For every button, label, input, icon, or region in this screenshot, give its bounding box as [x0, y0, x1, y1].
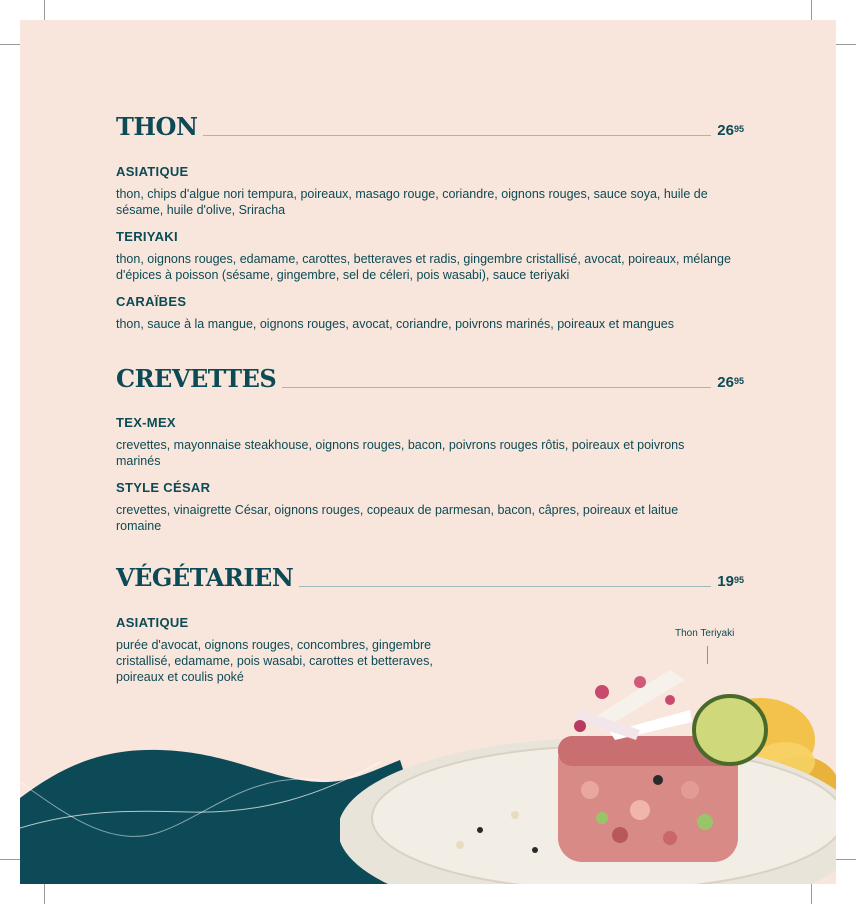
- item-description: thon, chips d'algue nori tempura, poireaux, masago rouge, coriandre, oignons rouges, sauce soya, huile de sésame, huile d'olive, Sriracha: [116, 187, 708, 217]
- section-header: [116, 110, 744, 140]
- item-description: thon, oignons rouges, edamame, carottes, betteraves et radis, gingembre cristallisé, avocat, poireaux, mélange d'épices à poisson (sésame, gingembre, sel de céleri, pois wasabi), sauce teriyaki: [116, 252, 731, 282]
- leader-line: [299, 586, 711, 587]
- menu-item: [116, 229, 744, 283]
- menu-item: [116, 294, 744, 332]
- section-header: [116, 561, 744, 591]
- section-title: THON: [116, 112, 198, 141]
- price-main: 19: [717, 573, 734, 590]
- menu-item: [116, 480, 744, 534]
- item-name: TEX-MEX: [116, 415, 176, 430]
- item-description: crevettes, vinaigrette César, oignons rouges, copeaux de parmesan, bacon, câpres, poireaux et laitue romaine: [116, 503, 679, 533]
- section-title: CREVETTES: [116, 364, 277, 393]
- menu-page: [20, 20, 836, 884]
- item-description: crevettes, mayonnaise steakhouse, oignons rouges, bacon, poivrons rouges rôtis, poireaux et poivrons marinés: [116, 438, 685, 468]
- item-description: purée d'avocat, oignons rouges, concombres, gingembre cristallisé, edamame, pois wasabi, carottes et betteraves, poireaux et coulis poké: [116, 638, 433, 684]
- item-name: CARAÏBES: [116, 294, 187, 309]
- section-title: VÉGÉTARIEN: [116, 563, 294, 592]
- price-main: 26: [717, 374, 734, 391]
- price-main: 26: [717, 122, 734, 139]
- section-price: [717, 122, 744, 140]
- dish-photo: [340, 640, 836, 884]
- price-cents: 95: [733, 575, 744, 585]
- item-name: ASIATIQUE: [116, 615, 189, 630]
- leader-line: [282, 387, 711, 388]
- item-name: STYLE CÉSAR: [116, 480, 211, 495]
- section-thon: [116, 110, 744, 332]
- item-name: ASIATIQUE: [116, 164, 189, 179]
- price-cents: 95: [733, 376, 744, 386]
- photo-caption: Thon Teriyaki: [675, 628, 735, 639]
- price-cents: 95: [733, 124, 744, 134]
- item-description: thon, sauce à la mangue, oignons rouges, avocat, coriandre, poivrons marinés, poireaux et mangues: [116, 317, 674, 331]
- menu-item: [116, 164, 744, 218]
- section-header: [116, 362, 744, 392]
- item-name: TERIYAKI: [116, 229, 178, 244]
- section-price: [717, 573, 744, 591]
- menu-item: [116, 415, 744, 469]
- leader-line: [203, 135, 711, 136]
- section-price: [717, 374, 744, 392]
- section-crevettes: [116, 362, 744, 534]
